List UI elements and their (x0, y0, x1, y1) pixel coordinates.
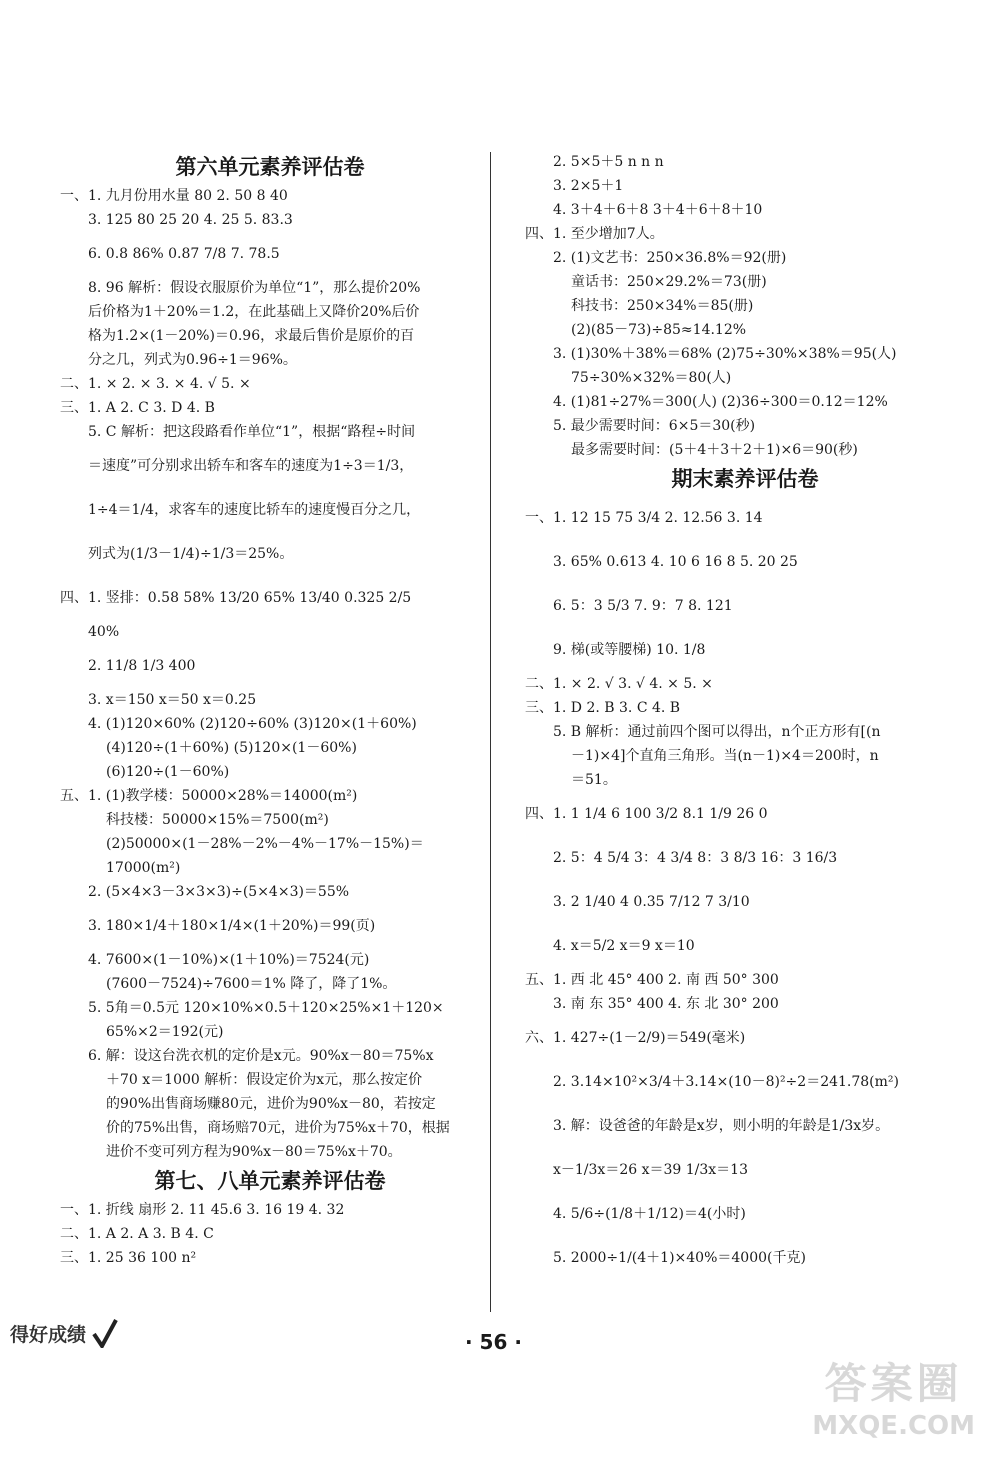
answer-line: 童话书：250×29.2%＝73(册) (571, 274, 767, 290)
page-number: · 56 · (465, 1330, 522, 1354)
answer-line: 6. 0.8 86% 0.87 7/8 7. 78.5 (88, 246, 280, 262)
answer-line: 3. 65% 0.613 4. 10 6 16 8 5. 20 25 (553, 554, 798, 570)
answer-line: 3. 2×5＋1 (553, 178, 624, 194)
answer-line: 三、1. D 2. B 3. C 4. B (525, 700, 681, 716)
answer-line: 5. C 解析：把这段路看作单位“1”，根据“路程÷时间 (88, 424, 416, 440)
answer-line: 3. 解：设爸爸的年龄是x岁，则小明的年龄是1/3x岁。 (553, 1118, 890, 1134)
answer-line: (7600－7524)÷7600＝1% 降了，降了1%。 (106, 976, 397, 992)
right-column (525, 150, 965, 1280)
answer-line: 3. 2 1/40 4 0.35 7/12 7 3/10 (553, 894, 750, 910)
answer-line: 4. 5/6÷(1/8＋1/12)＝4(小时) (553, 1206, 746, 1222)
answer-line: 8. 96 解析：假设衣服原价为单位“1”，那么提价20% (88, 280, 421, 296)
answer-line: 科技楼：50000×15%＝7500(m²) (106, 812, 329, 828)
answer-line: 65%×2＝192(元) (106, 1024, 224, 1040)
answer-line: ＝速度”可分别求出轿车和客车的速度为1÷3＝1/3， (88, 458, 414, 474)
answer-line: 三、1. 25 36 100 n² (60, 1250, 197, 1266)
answer-line: 后价格为1＋20%＝1.2，在此基础上又降价20%后价 (88, 304, 420, 320)
answer-line: 2. (5×4×3－3×3×3)÷(5×4×3)＝55% (88, 884, 350, 900)
answer-line: 二、1. × 2. × 3. × 4. √ 5. × (60, 376, 251, 392)
answer-line: 四、1. 至少增加7人。 (525, 226, 664, 242)
answer-line: 5. 2000÷1/(4＋1)×40%＝4000(千克) (553, 1250, 806, 1266)
brand-logo: 得好成绩 (10, 1324, 87, 1346)
answer-line: 一、1. 九月份用水量 80 2. 50 8 40 (60, 188, 288, 204)
answer-line: 进价不变可列方程为90%x－80＝75%x＋70。 (106, 1144, 402, 1160)
answer-line: (2)50000×(1－28%－2%－4%－17%－15%)＝ (106, 836, 424, 852)
answer-line: 列式为(1/3－1/4)÷1/3＝25%。 (88, 546, 294, 562)
answer-line: 2. (1)文艺书：250×36.8%＝92(册) (553, 250, 787, 266)
answer-line: 2. 5：4 5/4 3：4 3/4 8：3 8/3 16：3 16/3 (553, 850, 838, 866)
answer-line: 五、1. 西 北 45° 400 2. 南 西 50° 300 (525, 972, 779, 988)
left-column (60, 150, 480, 1270)
checkmark-icon (92, 1318, 118, 1348)
answer-line: 格为1.2×(1－20%)＝0.96，求最后售价是原价的百 (88, 328, 415, 344)
answer-line: 3. x＝150 x＝50 x＝0.25 (88, 692, 257, 708)
answer-line: 5. B 解析：通过前四个图可以得出，n个正方形有[(n (553, 724, 881, 740)
answer-line: 四、1. 竖排：0.58 58% 13/20 65% 13/40 0.325 2/5 (60, 590, 412, 606)
column-divider (490, 152, 491, 1312)
answer-line: 四、1. 1 1/4 6 100 3/2 8.1 1/9 26 0 (525, 806, 768, 822)
section-title-unit-7-8: 第七、八单元素养评估卷 (154, 1169, 386, 1193)
section-title-final: 期末素养评估卷 (671, 467, 819, 491)
answer-line: 一、1. 折线 扇形 2. 11 45.6 3. 16 19 4. 32 (60, 1202, 345, 1218)
answer-line: 6. 解：设这台洗衣机的定价是x元。90%x－80＝75%x (88, 1048, 434, 1064)
answer-line: 17000(m²) (106, 860, 181, 876)
answer-line: 科技书：250×34%＝85(册) (571, 298, 754, 314)
answer-line: 5. 5角＝0.5元 120×10%×0.5＋120×25%×1＋120× (88, 1000, 444, 1016)
section-title-unit-6: 第六单元素养评估卷 (175, 155, 365, 179)
answer-line: 2. 3.14×10²×3/4＋3.14×(10－8)²÷2＝241.78(m²) (553, 1074, 899, 1090)
answer-line: 二、1. × 2. √ 3. √ 4. × 5. × (525, 676, 713, 692)
watermark (812, 1351, 975, 1441)
answer-line: 二、1. A 2. A 3. B 4. C (60, 1226, 214, 1242)
answer-line: 4. (1)120×60% (2)120÷60% (3)120×(1＋60%) (88, 716, 417, 732)
answer-line: －1)×4]个直角三角形。当(n－1)×4＝200时，n (571, 748, 879, 764)
answer-line: 六、1. 427÷(1－2/9)＝549(毫米) (525, 1030, 746, 1046)
answer-line: 3. 南 东 35° 400 4. 东 北 30° 200 (553, 996, 779, 1012)
answer-line: 分之几，列式为0.96÷1＝96%。 (88, 352, 297, 368)
answer-line: 4. 3＋4＋6＋8 3＋4＋6＋8＋10 (553, 202, 763, 218)
answer-line: 1÷4＝1/4，求客车的速度比轿车的速度慢百分之几， (88, 502, 421, 518)
answer-line: 40% (88, 624, 120, 640)
answer-line: (4)120÷(1＋60%) (5)120×(1－60%) (106, 740, 357, 756)
answer-line: 4. (1)81÷27%＝300(人) (2)36÷300＝0.12＝12% (553, 394, 888, 410)
answer-line: 75÷30%×32%＝80(人) (571, 370, 732, 386)
watermark-title: 答案圈 (824, 1359, 963, 1408)
answer-line: ＋70 x＝1000 解析：假设定价为x元，那么按定价 (106, 1072, 423, 1088)
answer-line: x－1/3x＝26 x＝39 1/3x＝13 (553, 1162, 748, 1178)
answer-line: (2)(85－73)÷85≈14.12% (571, 322, 747, 338)
answer-line: 价的75%出售，商场赔70元，进价为75%x＋70，根据 (106, 1120, 450, 1136)
answer-line: 3. (1)30%＋38%＝68% (2)75÷30%×38%＝95(人) (553, 346, 897, 362)
answer-line: 2. 11/8 1/3 400 (88, 658, 196, 674)
answer-line: 最多需要时间：(5＋4＋3＋2＋1)×6＝90(秒) (571, 442, 858, 458)
answer-line: 的90%出售商场赚80元，进价为90%x－80，若按定 (106, 1096, 436, 1112)
answer-line: (6)120÷(1－60%) (106, 764, 230, 780)
watermark-url: MXQE.COM (812, 1411, 975, 1441)
answer-line: 3. 180×1/4＋180×1/4×(1＋20%)＝99(页) (88, 918, 376, 934)
answer-line: 6. 5：3 5/3 7. 9：7 8. 121 (553, 598, 733, 614)
answer-line: ＝51。 (571, 772, 617, 788)
answer-line: 三、1. A 2. C 3. D 4. B (60, 400, 215, 416)
answer-line: 4. 7600×(1－10%)×(1＋10%)＝7524(元) (88, 952, 370, 968)
answer-line: 4. x＝5/2 x＝9 x＝10 (553, 938, 695, 954)
answer-line: 2. 5×5＋5 n n n (553, 154, 664, 170)
answer-line: 9. 梯(或等腰梯) 10. 1/8 (553, 642, 706, 658)
answer-line: 3. 125 80 25 20 4. 25 5. 83.3 (88, 212, 293, 228)
answer-line: 5. 最少需要时间：6×5＝30(秒) (553, 418, 756, 434)
answer-line: 一、1. 12 15 75 3/4 2. 12.56 3. 14 (525, 510, 763, 526)
answer-line: 五、1. (1)教学楼：50000×28%＝14000(m²) (60, 788, 358, 804)
